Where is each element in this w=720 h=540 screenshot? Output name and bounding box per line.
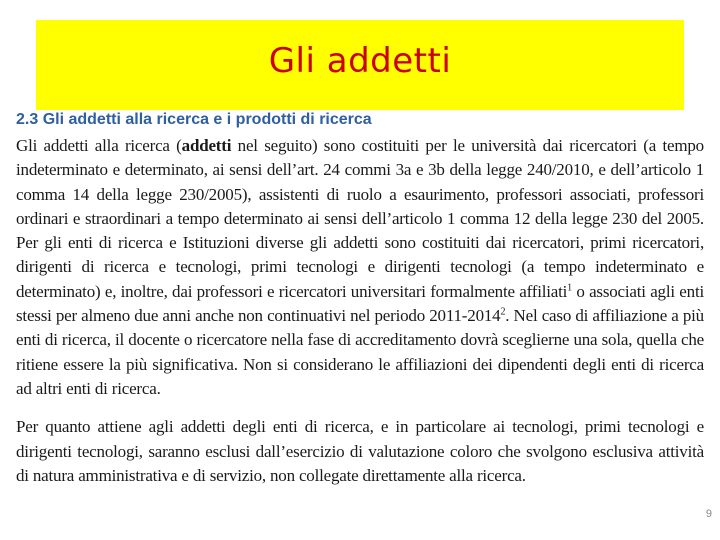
title-banner [36,20,684,110]
section-heading: 2.3 Gli addetti alla ricerca e i prodotti di ricerca [16,111,372,128]
para1-part2: nel seguito) sono costituiti per le università dai ricercatori (a tempo indeterminato e determinato, ai sensi dell’art. 24 commi 3a e 3b della legge 240/2010, e dell’articolo 1 comma 14 della legge 230/2005), assistenti di ruolo a esaurimento, professori associati, professori ordinari e straordinari a tempo determinato ai sensi dell’articolo 1 comma 12 della legge 230 del 2005. Per gli enti di ricerca e Istituzioni diverse gli addetti sono costituiti dai ricercatori, primi ricercatori, dirigenti di ricerca e tecnologi, primi tecnologi e dirigenti tecnologi (a tempo indeterminato e determinato) e, inoltre, dai professori e ricercatori universitari formalmente affiliati [16,136,704,301]
footnote-ref-2: 2 [500,306,506,318]
slide-title: Gli addetti [268,41,452,81]
para1-part1: Gli addetti alla ricerca ( [16,136,182,155]
paragraph-addetti-definition [16,134,704,401]
footnote-ref-1: 1 [567,282,572,294]
para1-part4: . Nel caso di affiliazione a più enti di ricerca, il docente o ricercatore nella fase di accreditamento dovrà sceglierne una sola, quella che ritiene essere la più significativa. Non si considerano le affiliazioni dei dipendenti degli enti di ricerca ad altri enti di ricerca. [16,306,704,398]
para1-bold-term: addetti [181,136,232,155]
para1-part3: o associati agli enti stessi per almeno due anni anche non continuativi nel periodo 2011-2014 [16,281,704,326]
document-excerpt [16,110,704,488]
paragraph-tecnologi-exclusion: Per quanto attiene agli addetti degli enti di ricerca, e in particolare ai tecnologi, primi tecnologi e dirigenti tecnologi, saranno esclusi dall’esercizio di valutazione coloro che svolgono esclusiva attività di natura amministrativa e di servizio, non collegate direttamente alla ricerca. [16,417,704,485]
page-number: 9 [705,508,712,520]
